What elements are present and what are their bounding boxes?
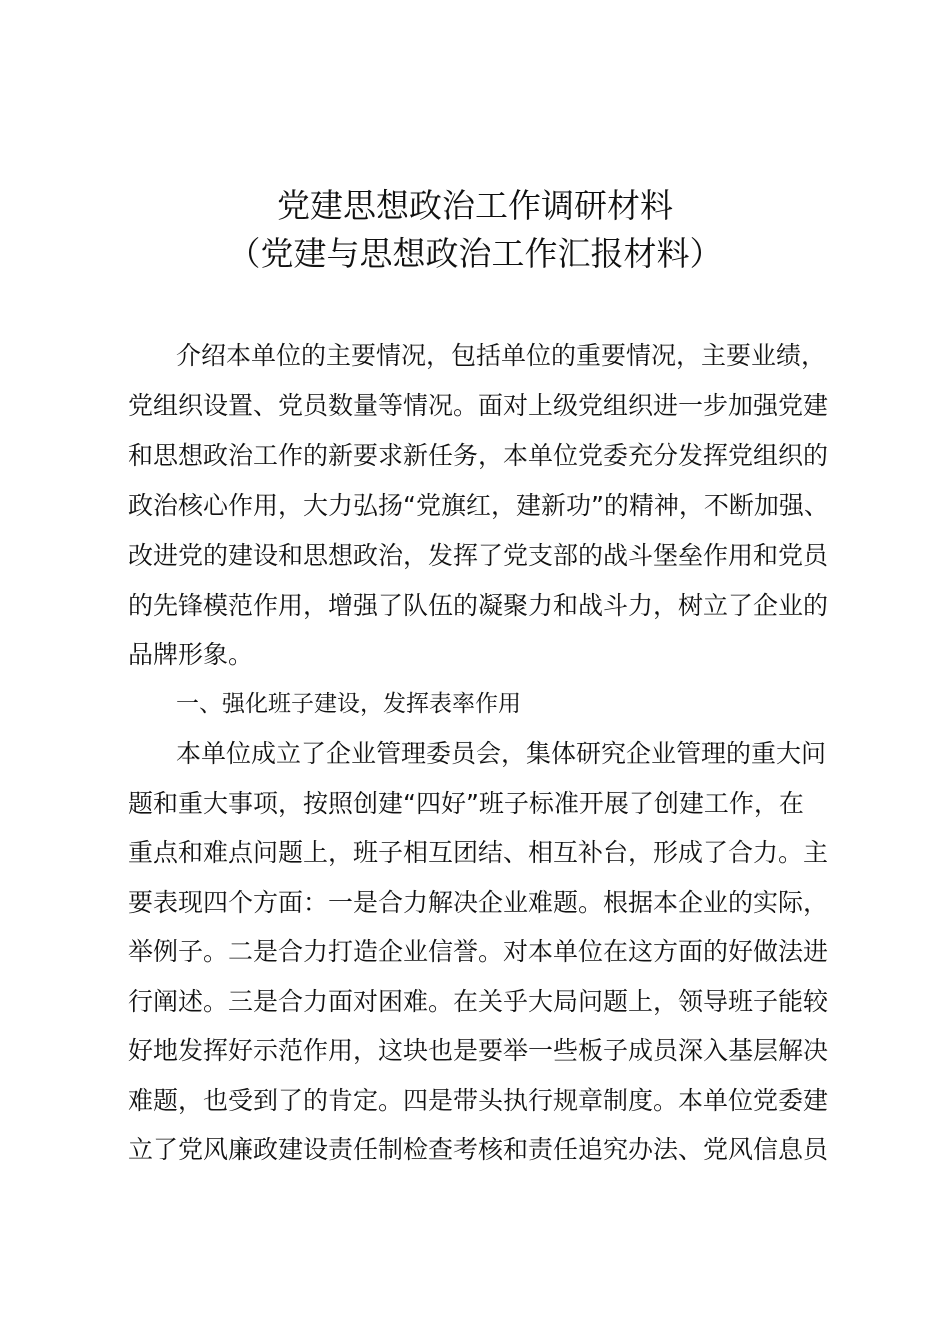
document-title: 党建思想政治工作调研材料 <box>277 186 673 225</box>
paragraph-line: 难题，也受到了的肯定。四是带头执行规章制度。本单位党委建 <box>128 1086 829 1115</box>
paragraph-line: 改进党的建设和思想政治，发挥了党支部的战斗堡垒作用和党员 <box>128 541 829 570</box>
paragraph-line: 举例子。二是合力打造企业信誉。对本单位在这方面的好做法进 <box>128 937 829 966</box>
paragraph-line: 政治核心作用，大力弘扬“党旗红，建新功”的精神，不断加强、 <box>128 491 829 520</box>
paragraph-line: 题和重大事项，按照创建“四好”班子标准开展了创建工作，在 <box>128 789 804 818</box>
paragraph-line: 重点和难点问题上，班子相互团结、相互补台，形成了合力。主 <box>128 838 829 867</box>
paragraph-line: 品牌形象。 <box>128 640 254 669</box>
section-heading: 一、强化班子建设，发挥表率作用 <box>176 691 521 717</box>
paragraph-line: 和思想政治工作的新要求新任务，本单位党委充分发挥党组织的 <box>128 441 829 470</box>
paragraph-line: 立了党风廉政建设责任制检查考核和责任追究办法、党风信息员 <box>128 1135 829 1164</box>
paragraph-line: 的先锋模范作用，增强了队伍的凝聚力和战斗力，树立了企业的 <box>128 591 829 620</box>
document-subtitle: （党建与思想政治工作汇报材料） <box>227 234 723 273</box>
paragraph-line: 介绍本单位的主要情况，包括单位的重要情况，主要业绩， <box>176 341 827 370</box>
paragraph-line: 要表现四个方面：一是合力解决企业难题。根据本企业的实际， <box>128 888 829 917</box>
paragraph-line: 行阐述。三是合力面对困难。在关乎大局问题上，领导班子能较 <box>128 987 829 1016</box>
paragraph-line: 本单位成立了企业管理委员会，集体研究企业管理的重大问 <box>176 739 827 768</box>
paragraph-line: 党组织设置、党员数量等情况。面对上级党组织进一步加强党建 <box>128 391 829 420</box>
paragraph-line: 好地发挥好示范作用，这块也是要举一些板子成员深入基层解决 <box>128 1036 829 1065</box>
